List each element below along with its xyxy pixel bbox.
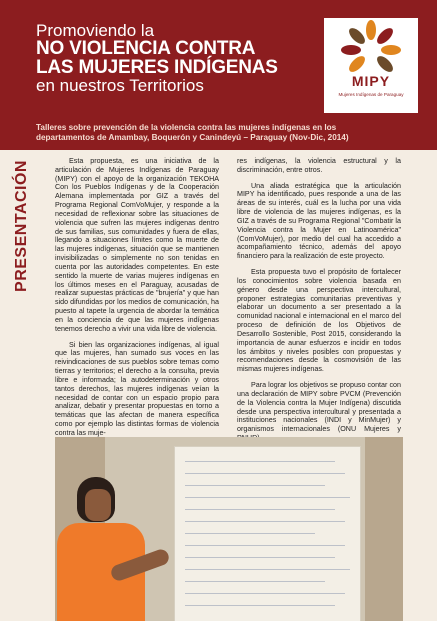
- logo-hands-icon: [324, 18, 418, 78]
- title-line-3: LAS MUJERES INDÍGENAS: [36, 57, 278, 78]
- title-line-4: en nuestros Territorios: [36, 76, 204, 95]
- paragraph: Una aliada estratégica que la articulación MIPY ha identificado, pues responde a una de las áreas de su interés, cuál es la lucha por una vida libre de violencia de las mujeres indígenas, es la GIZ a través de su Programa Regional "Combatir la Violencia contra la Mujer en Latinoamérica" (ComVoMujer), por medio del cual ha accedido a acompañamiento técnico, además del apoyo financiero para la realización de este proyecto.: [237, 181, 401, 261]
- header-banner: [0, 0, 437, 150]
- logo-text: MIPY: [351, 73, 391, 89]
- paragraph: Esta propuesta, es una iniciativa de la articulación de Mujeres Indígenas de Paraguay (MIPY) con el apoyo de la organización TEKOHA Con los Pueblos Indígenas y de la Cooperación Alemana implementada por GIZ a través del Programa Regional ComVoMujer, y responde a la necesidad de reflexionar sobre las situaciones de violencia que sufren las mujeres indígenas dentro de sus familias, sus comunidades y fuera de ellas, llegando a situaciones límites como la muerte de las mujeres indígenas, situación que se mantienen invisibilizadas o simplemente no son tenidas en cuenta por las autoridades competentes. En este sentido la muerte de varias mujeres indígenas en los últimos meses en el Paraguay, acusadas de realizar supuestas prácticas de "brujería" y que han sido difundidas por los medios de comunicación, ha puesto al tapete la urgencia de abordar la temática en la conciencia de que las mujeres indígenas tenemos derecho a vivir una vida libre de violencia.: [55, 157, 219, 333]
- brick-wall: [365, 437, 403, 621]
- flipchart-paper: [175, 447, 360, 621]
- subtitle: Talleres sobre prevención de la violencia contra las mujeres indígenas en los departamentos de Amambay, Boquerón y Canindeyú – Paraguay (Nov-Dic, 2014): [36, 123, 349, 143]
- paragraph: res indígenas, la violencia estructural y la discriminación, entre otros.: [237, 157, 401, 174]
- section-label: [12, 156, 32, 296]
- paragraph: Para lograr los objetivos se propuso contar con una declaración de MIPY sobre PVCM (Prevención de la Violencia contra la Mujer Indígena) discutida desde una perspectiva intercultural y presentada a instituciones nacionales (INDI y MinMujer) y organismos internacionales (ONU Mujeres y: [237, 381, 401, 434]
- page-title: [36, 22, 278, 94]
- workshop-photo: [55, 437, 403, 621]
- speaker-face: [85, 489, 111, 521]
- text-column-2: [237, 157, 401, 450]
- paragraph: Esta propuesta tuvo el propósito de fortalecer los conocimientos sobre violencia basada en género desde una perspectiva intercultural, proponer estrategias comunitarias preventivas y elaborar un documento a ser presentado a la comunidad nacional e internacional en el marco del proceso de definición de los Objetivos de Desarrollo Sostenible, Post 2015, considerando la importancia de aunar esfuerzos e incidir en todos los ámbitos y niveles posibles con propuestas y recomendaciones desde la cosmovisión de las mismas mujeres indígenas.: [237, 268, 401, 374]
- title-line-1: Promoviendo la: [36, 21, 155, 40]
- mipy-logo: [324, 18, 418, 113]
- logo-subtext: Mujeres Indígenas de Paraguay: [338, 92, 404, 97]
- text-column-1: [55, 157, 219, 445]
- paragraph: Si bien las organizaciones indígenas, al igual que las mujeres, han sumado sus voces en las reivindicaciones de sus pueblos sobre temas como tierras y territorios; el derecho a la consulta, previa libre e informada; la autodeterminación y otros tantos derechos, las mujeres indígenas veían la necesidad de contar con un espacio propio para analizar, debatir y presentar propuestas en torno a temáticas que las afectan de manera específica como por ejemplo las distintas formas de violencia contra las muje-: [55, 340, 219, 437]
- title-line-2: NO VIOLENCIA CONTRA: [36, 38, 256, 59]
- section-label-text: PRESENTACIÓN: [13, 160, 30, 292]
